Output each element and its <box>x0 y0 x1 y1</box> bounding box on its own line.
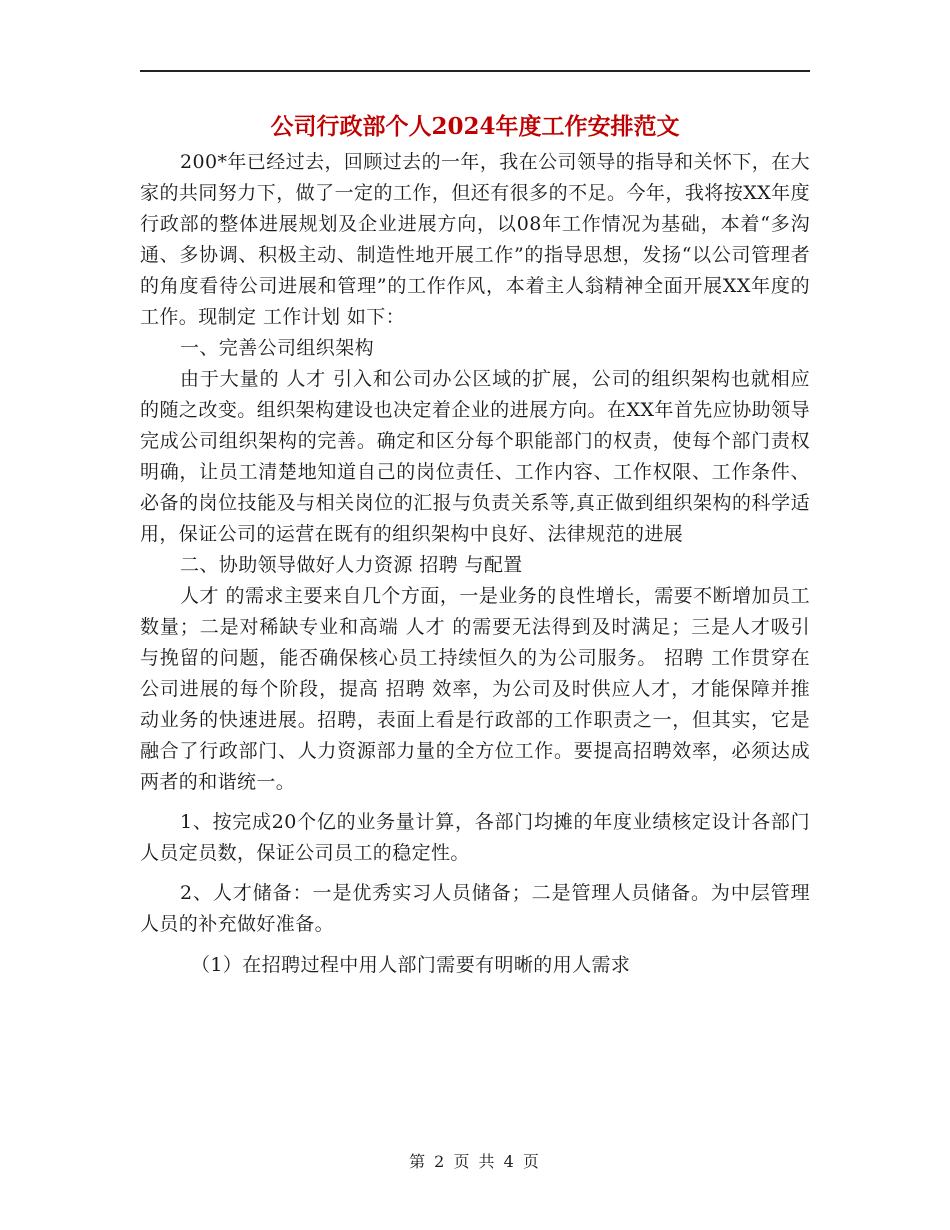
intro-paragraph: 200*年已经过去，回顾过去的一年，我在公司领导的指导和关怀下，在大家的共同努力下，做了一定的工作，但还有很多的不足。今年，我将按XX年度行政部的整体进展规划及企业进展方向，以08年工作情况为基础，本着“多沟通、多协调、积极主动、制造性地开展工作”的指导思想，发扬“以公司管理者的角度看待公司进展和管理”的工作作风，本着主人翁精神全面开展XX年度的工作。现制定 工作计划 如下： <box>140 151 810 328</box>
section-1-paragraph: 由于大量的 人才 引入和公司办公区域的扩展，公司的组织架构也就相应的随之改变。组织架构建设也决定着企业的进展方向。在XX年首先应协助领导完成公司组织架构的完善。确定和区分每个职能部门的权责，使每个部门责权明确，让员工清楚地知道自己的岗位责任、工作内容、工作权限、工作条件、必备的岗位技能及与相关岗位的汇报与负责关系等,真正做到组织架构的科学适用，保证公司的运营在既有的组织架构中良好、法律规范的进展 <box>140 368 810 545</box>
document-title: 公司行政部个人2024年度工作安排范文 <box>270 113 680 140</box>
list-item-2: 2、人才储备：一是优秀实习人员储备；二是管理人员储备。为中层管理人员的补充做好准备。 <box>140 882 810 935</box>
section-2-paragraph: 人才 的需求主要来自几个方面，一是业务的良性增长，需要不断增加员工数量；二是对稀缺专业和高端 人才 的需要无法得到及时满足；三是人才吸引与挽留的问题，能否确保核心员工持续恒久的为公司服务。 招聘 工作贯穿在公司进展的每个阶段，提高 招聘 效率，为公司及时供应人才，才能保障并推动业务的快速进展。招聘，表面上看是行政部的工作职责之一，但其实，它是融合了行政部门、人力资源部力量的全方位工作。要提高招聘效率，必须达成两者的和谐统一。 <box>140 585 810 793</box>
document-body <box>140 147 810 981</box>
sub-list-item-1: （1）在招聘过程中用人部门需要有明晰的用人需求 <box>191 954 631 976</box>
list-item-1: 1、按完成20个亿的业务量计算，各部门均摊的年度业绩核定设计各部门人员定员数，保证公司员工的稳定性。 <box>140 811 810 864</box>
header-rule <box>140 70 810 72</box>
section-heading-1: 一、完善公司组织架构 <box>180 337 375 359</box>
page-number-footer: 第 2 页 共 4 页 <box>409 1152 541 1171</box>
section-heading-2: 二、协助领导做好人力资源 招聘 与配置 <box>180 554 523 576</box>
